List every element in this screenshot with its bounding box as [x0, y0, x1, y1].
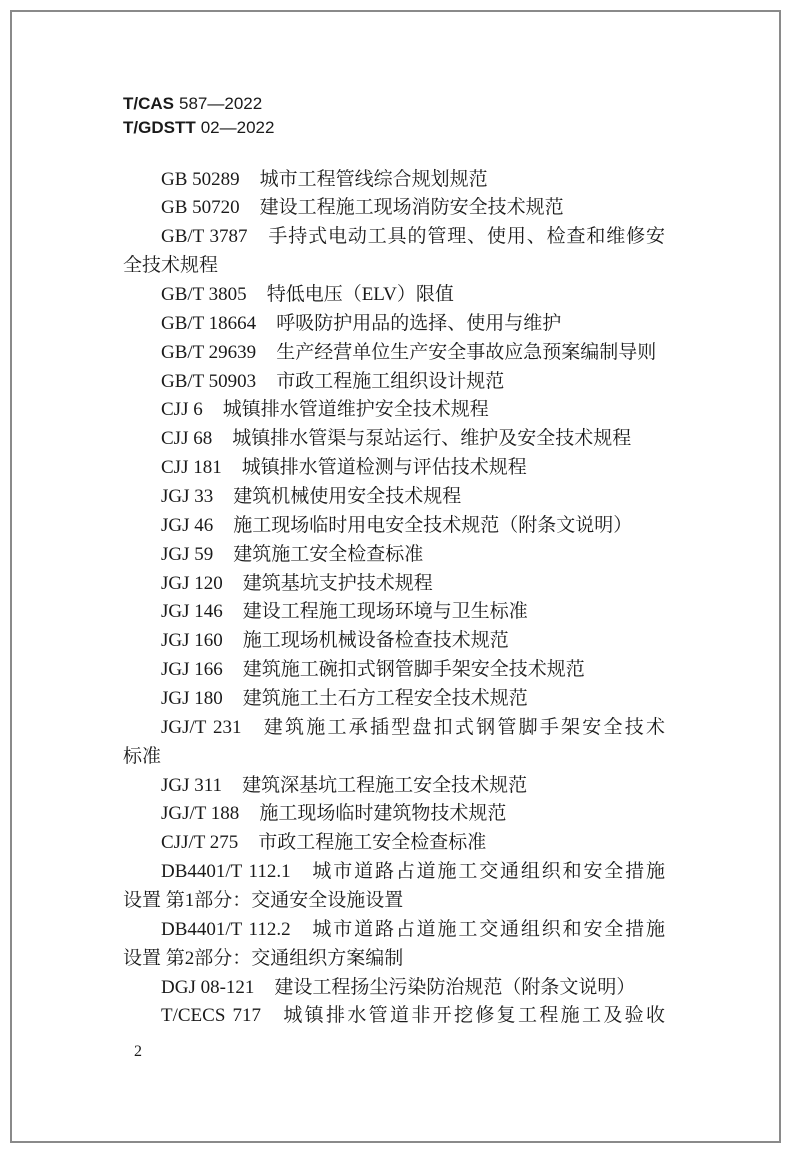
reference-item [123, 598, 665, 627]
standard-title: 城镇排水管渠与泵站运行、维护及安全技术规程 [232, 428, 632, 450]
reference-item [123, 656, 665, 685]
reference-line [123, 339, 665, 368]
standard-code: JGJ 160 [161, 630, 223, 652]
standard-number [123, 116, 274, 140]
standard-code: CJJ 6 [161, 399, 203, 421]
standard-code: JGJ 33 [161, 486, 214, 508]
reference-item [123, 396, 665, 425]
reference-item [123, 772, 665, 801]
reference-line [123, 829, 665, 858]
standard-title: 市政工程施工安全检查标准 [258, 832, 487, 854]
standard-title: 特低电压（ELV）限值 [266, 284, 454, 305]
reference-item [123, 541, 665, 570]
reference-item [123, 916, 665, 974]
reference-line [123, 454, 665, 483]
standard-code: GB/T 50903 [161, 370, 257, 392]
reference-item [123, 454, 665, 483]
reference-item [123, 483, 665, 512]
standard-title: 建筑施工安全检查标准 [233, 543, 424, 565]
reference-line [123, 916, 665, 945]
reference-line [123, 396, 665, 425]
reference-line [123, 974, 665, 1003]
standard-code: JGJ 46 [161, 514, 214, 536]
reference-item [123, 281, 665, 310]
reference-line [123, 714, 665, 743]
reference-line [123, 772, 665, 801]
reference-line [123, 310, 665, 339]
reference-item [123, 368, 665, 397]
standard-code: CJJ/T 275 [161, 832, 239, 854]
reference-line [123, 800, 665, 829]
standard-title: 建筑机械使用安全技术规程 [233, 486, 462, 508]
standard-title-continuation: 标准 [123, 745, 162, 767]
standard-title: 城镇排水管道维护安全技术规程 [222, 399, 489, 421]
standard-code: GB 50720 [161, 197, 240, 219]
standard-code: CJJ 181 [161, 457, 222, 479]
standard-title: 建设工程扬尘污染防治规范（附条文说明） [274, 976, 636, 998]
standard-title: 施工现场临时建筑物技术规范 [259, 803, 507, 825]
standard-code: DB4401/T 112.2 [161, 918, 291, 940]
standard-title: 建筑施工承插型盘扣式钢管脚手架安全技术 [261, 716, 665, 738]
standard-number [123, 92, 274, 116]
standard-prefix: T/CAS [123, 94, 174, 113]
reference-line [123, 598, 665, 627]
reference-line [123, 166, 665, 195]
standard-code: JGJ 59 [161, 543, 214, 565]
reference-line [123, 281, 665, 310]
standard-title-continuation: 设置 第2部分：交通组织方案编制 [123, 947, 404, 969]
reference-item [123, 829, 665, 858]
standard-title: 呼吸防护用品的选择、使用与维护 [276, 312, 562, 334]
reference-line [123, 223, 665, 252]
reference-item [123, 570, 665, 599]
reference-line [123, 570, 665, 599]
reference-item [123, 714, 665, 772]
normative-references-list [123, 166, 665, 1032]
reference-line [123, 425, 665, 454]
standard-title: 生产经营单位生产安全事故应急预案编制导则 [276, 341, 657, 363]
reference-item [123, 166, 665, 195]
standard-title-continuation: 全技术规程 [123, 255, 219, 277]
standard-title: 手持式电动工具的管理、使用、检查和维修安 [267, 226, 665, 248]
standard-title: 城镇排水管道检测与评估技术规程 [241, 457, 527, 479]
standard-prefix: T/GDSTT [123, 118, 196, 137]
reference-item [123, 425, 665, 454]
reference-item [123, 685, 665, 714]
standard-code: JGJ/T 231 [161, 716, 242, 738]
standard-code: GB/T 18664 [161, 312, 257, 334]
standard-code: GB/T 3805 [161, 284, 247, 305]
standard-code: JGJ 146 [161, 601, 223, 623]
standard-title: 城市工程管线综合规划规范 [259, 168, 488, 190]
reference-item [123, 194, 665, 223]
standard-code: DGJ 08-121 [161, 976, 255, 998]
standard-title: 建筑施工土石方工程安全技术规范 [242, 688, 528, 710]
standard-title: 施工现场临时用电安全技术规范（附条文说明） [233, 514, 633, 536]
reference-line [123, 541, 665, 570]
reference-item [123, 800, 665, 829]
reference-item [123, 310, 665, 339]
reference-line [123, 656, 665, 685]
reference-item [123, 858, 665, 916]
reference-item [123, 512, 665, 541]
reference-line [123, 627, 665, 656]
reference-line [123, 858, 665, 887]
standard-code: JGJ 166 [161, 659, 223, 681]
reference-line [123, 368, 665, 397]
standard-code: GB/T 3787 [161, 226, 248, 248]
standard-code: CJJ 68 [161, 428, 213, 450]
standard-title: 市政工程施工组织设计规范 [276, 370, 505, 392]
standard-title: 城市道路占道施工交通组织和安全措施 [310, 918, 665, 940]
standard-number-header [123, 92, 274, 140]
reference-item [123, 339, 665, 368]
reference-item [123, 1002, 665, 1031]
standard-title: 施工现场机械设备检查技术规范 [242, 630, 509, 652]
standard-title: 建筑施工碗扣式钢管脚手架安全技术规范 [242, 659, 585, 681]
standard-code: T/CECS 717 [161, 1005, 261, 1027]
standard-code: JGJ 311 [161, 774, 223, 796]
standard-title: 城市道路占道施工交通组织和安全措施 [310, 861, 665, 883]
standard-title: 建筑深基坑工程施工安全技术规范 [242, 774, 528, 796]
reference-line [123, 685, 665, 714]
reference-line [123, 194, 665, 223]
standard-code: GB/T 29639 [161, 341, 257, 363]
standard-title: 建筑基坑支护技术规程 [242, 572, 433, 594]
standard-number-value: 02—2022 [200, 118, 275, 137]
standard-title: 建设工程施工现场环境与卫生标准 [242, 601, 528, 623]
page-number: 2 [134, 1043, 142, 1060]
reference-item [123, 223, 665, 281]
standard-code: DB4401/T 112.1 [161, 861, 291, 883]
reference-line [123, 1002, 665, 1031]
standard-code: GB 50289 [161, 168, 240, 190]
reference-item [123, 974, 665, 1003]
reference-item [123, 627, 665, 656]
reference-line [123, 512, 665, 541]
standard-number-value: 587—2022 [179, 94, 263, 113]
standard-code: JGJ/T 188 [161, 803, 240, 825]
standard-title: 城镇排水管道非开挖修复工程施工及验收 [281, 1005, 665, 1027]
standard-title: 建设工程施工现场消防安全技术规范 [259, 197, 564, 219]
standard-code: JGJ 120 [161, 572, 223, 594]
standard-title-continuation: 设置 第1部分：交通安全设施设置 [123, 890, 404, 912]
reference-line [123, 483, 665, 512]
standard-code: JGJ 180 [161, 688, 223, 710]
